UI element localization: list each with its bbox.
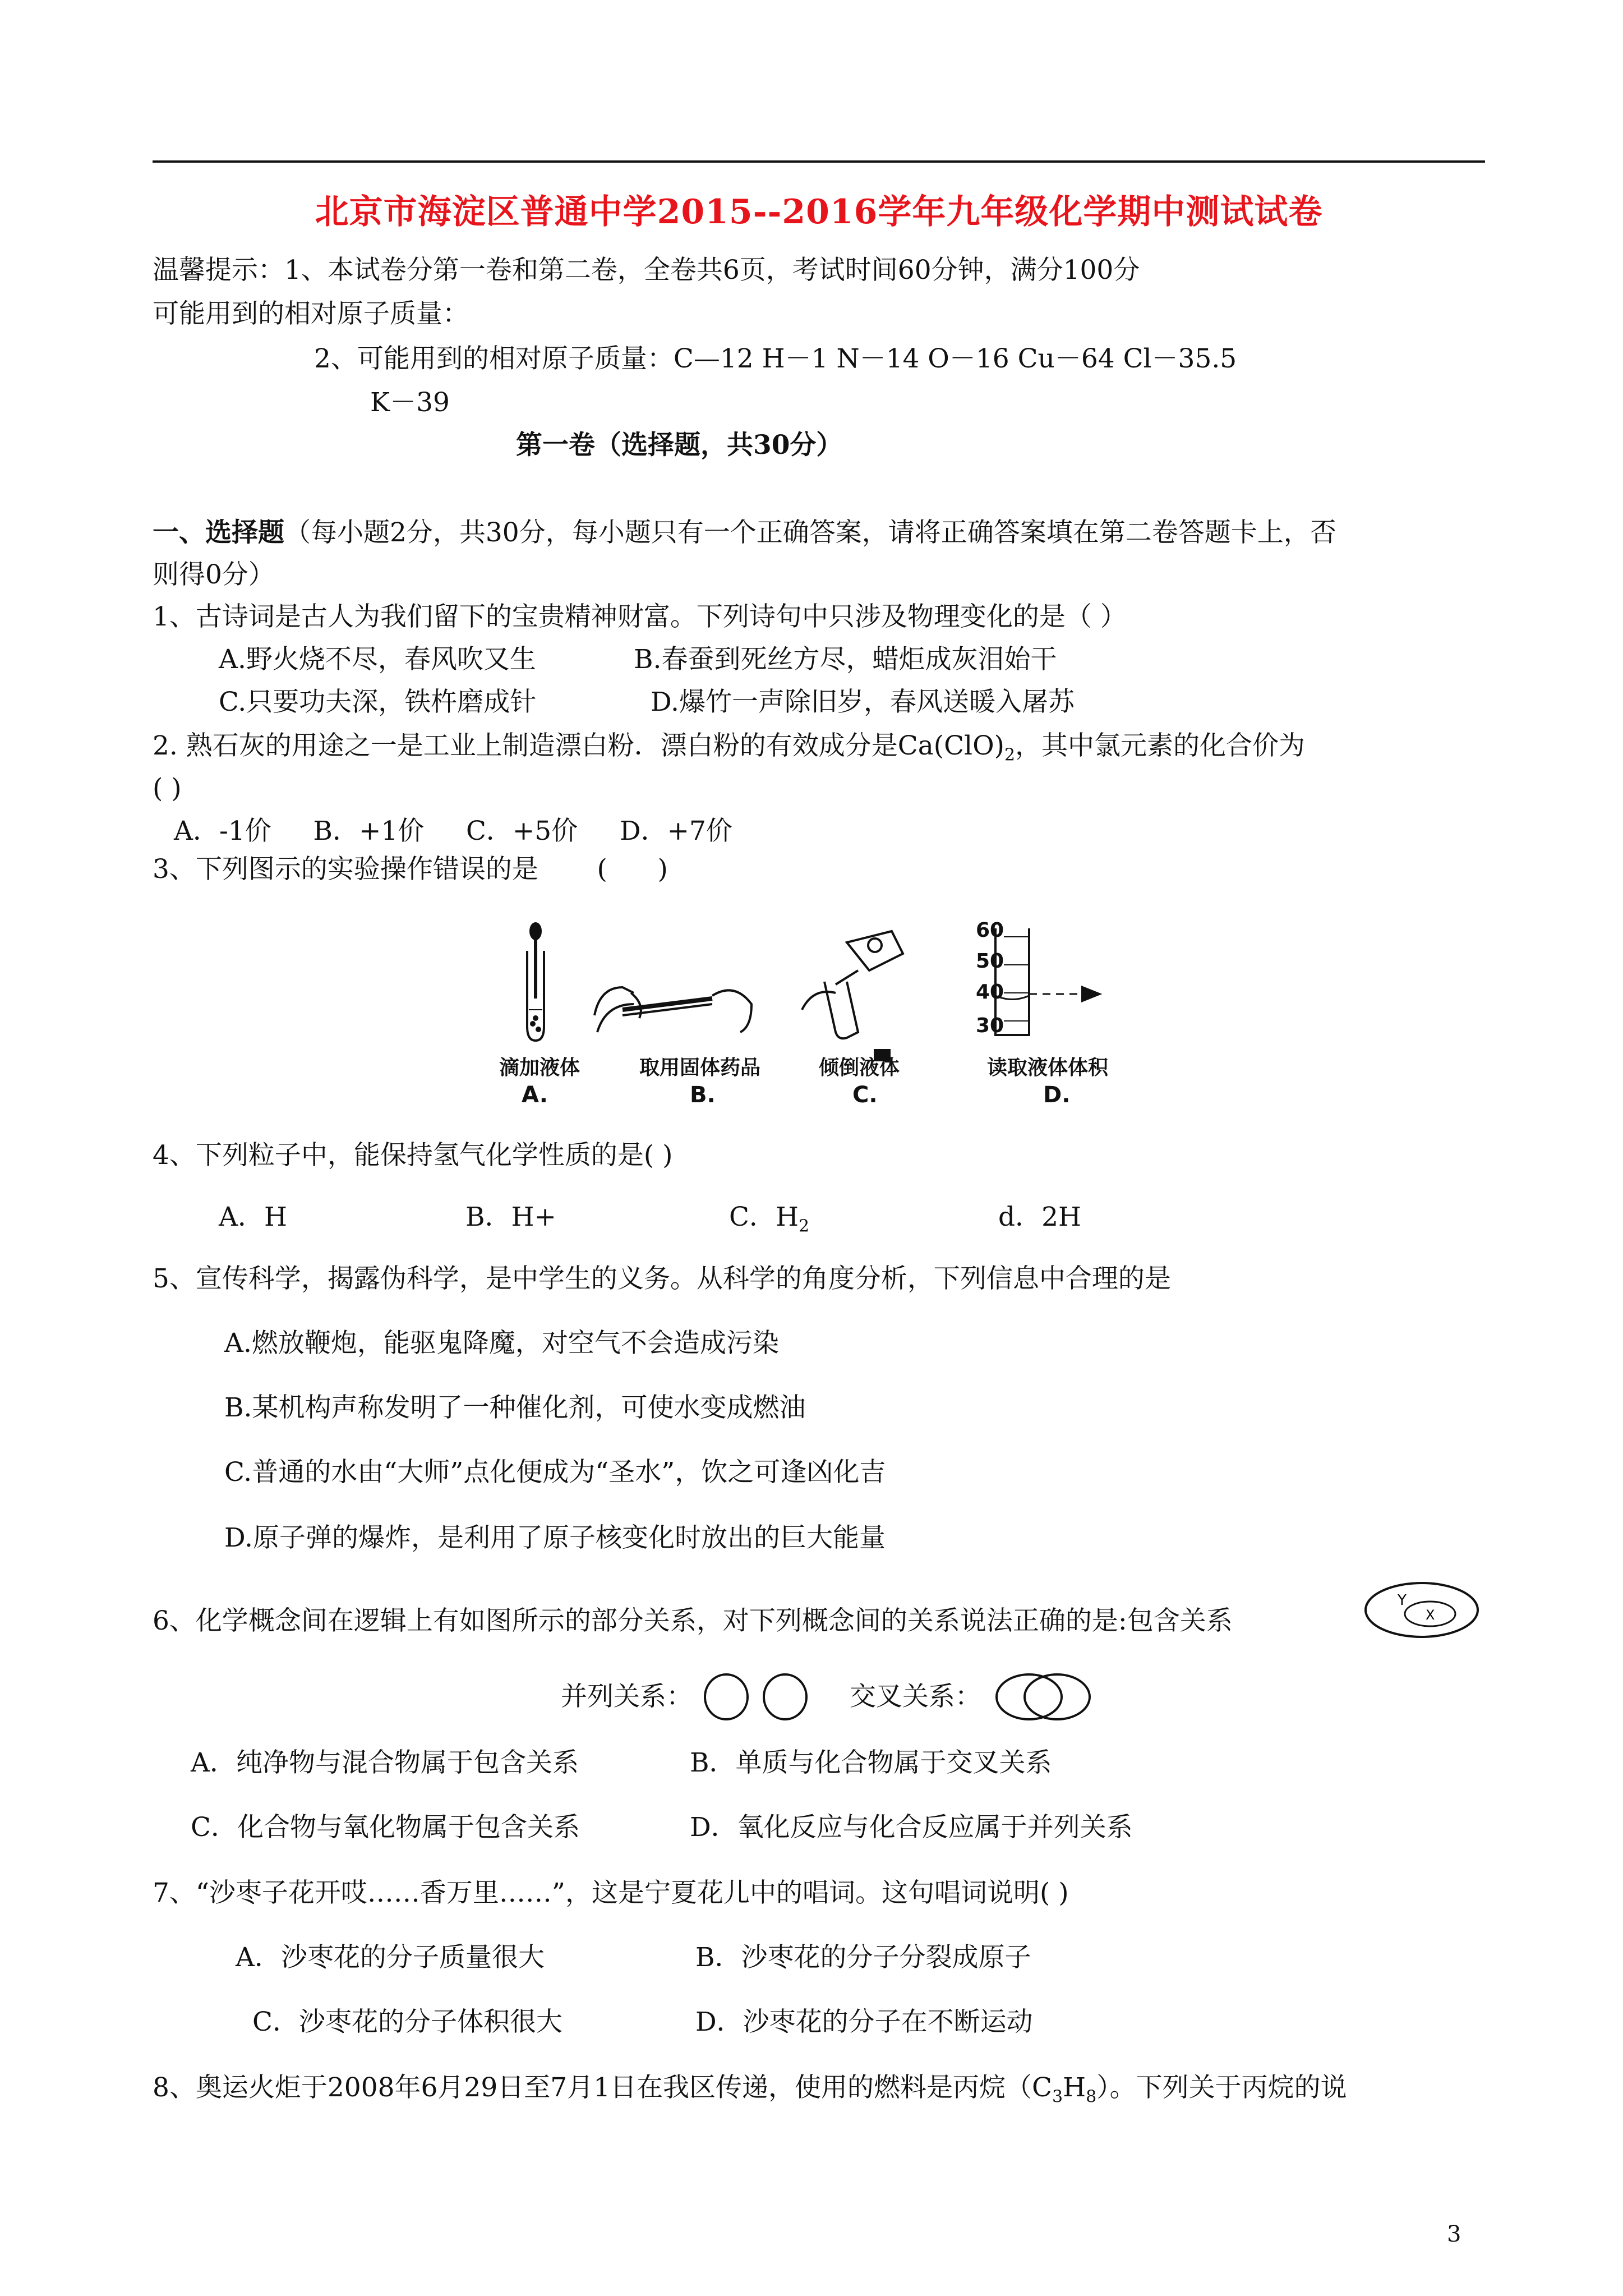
q8-stem-post: ）。下列关于丙烷的说 xyxy=(1096,2072,1347,2103)
section-heading: 第一卷（选择题，共30分） xyxy=(516,430,843,461)
q2-stem-pre: 2. 熟石灰的用途之一是工业上制造漂白粉．漂白粉的有效成分是Ca(ClO) xyxy=(153,730,1004,761)
q1-option-b: B.春蚕到死丝方尽，蜡炬成灰泪始干 xyxy=(634,644,1057,675)
figure-c-pour-liquid xyxy=(802,931,903,1060)
q6-option-a: A．纯净物与混合物属于包含关系 xyxy=(191,1747,579,1778)
q7-option-a: A．沙枣花的分子质量很大 xyxy=(236,1942,545,1973)
q2-stem xyxy=(153,729,1305,772)
q1-option-a: A.野火烧不尽，春风吹又生 xyxy=(219,644,536,675)
q6-stem: 6、化学概念间在逻辑上有如图所示的部分关系，对下列概念间的关系说法正确的是:包含关系 xyxy=(153,1605,1233,1636)
cross-label: 交叉关系： xyxy=(849,1681,981,1712)
q2-stem-sub: 2 xyxy=(1004,745,1016,765)
letter-c: C. xyxy=(852,1082,878,1108)
q4-option-c xyxy=(729,1200,809,1243)
q4-option-a: A．H xyxy=(219,1202,287,1232)
section-instructions-line2: 则得0分） xyxy=(153,559,275,590)
diagram-letter-y: Y xyxy=(1398,1592,1407,1609)
letter-a: A. xyxy=(522,1082,548,1108)
q8-sub-1: 3 xyxy=(1052,2087,1063,2107)
caption-c: 倾倒液体 xyxy=(819,1056,900,1079)
q2-stem-post: ，其中氯元素的化合价为 xyxy=(1015,730,1306,761)
q5-option-a: A.燃放鞭炮，能驱鬼降魔，对空气不会造成污染 xyxy=(224,1328,779,1359)
q4-option-b: B．H+ xyxy=(465,1202,556,1232)
q3-stem: 3、下列图示的实验操作错误的是 ( ) xyxy=(153,854,668,885)
caption-a: 滴加液体 xyxy=(499,1056,580,1079)
intro-masses-2: K－39 xyxy=(370,387,450,418)
q5-option-c: C.普通的水由“大师”点化便成为“圣水”，饮之可逢凶化吉 xyxy=(224,1457,886,1488)
figure-d-cylinder xyxy=(995,928,1099,1035)
q8-sub-2: 8 xyxy=(1086,2087,1097,2107)
instructions-text: （每小题2分，共30分，每小题只有一个正确答案，请将正确答案填在第二卷答题卡上，否 xyxy=(284,517,1336,548)
letter-b: B. xyxy=(690,1082,716,1108)
exam-title: 北京市海淀区普通中学2015--2016学年九年级化学期中测试试卷 xyxy=(315,192,1323,232)
q2-options: A．-1价 B．+1价 C．+5价 D．+7价 xyxy=(174,816,732,846)
q8-mid: H xyxy=(1063,2072,1086,2103)
diagram-letter-x: X xyxy=(1426,1607,1435,1623)
section-instructions-line1 xyxy=(153,516,1336,550)
caption-d: 读取液体体积 xyxy=(987,1056,1109,1079)
q7-option-d: D．沙枣花的分子在不断运动 xyxy=(695,2007,1033,2037)
q5-option-d: D.原子弹的爆炸，是利用了原子核变化时放出的巨大能量 xyxy=(224,1522,886,1553)
q7-option-c: C．沙枣花的分子体积很大 xyxy=(252,2007,562,2037)
q1-stem: 1、古诗词是古人为我们留下的宝贵精神财富。下列诗句中只涉及物理变化的是（ ） xyxy=(153,601,1127,632)
lab-operations-figure xyxy=(488,920,1150,1111)
part-label: 一、选择题 xyxy=(153,517,284,548)
q4-option-c-sub: 2 xyxy=(798,1216,810,1236)
q1-option-c: C.只要功夫深，铁杵磨成针 xyxy=(219,687,537,717)
q5-stem: 5、宣传科学，揭露伪科学，是中学生的义务。从科学的角度分析，下列信息中合理的是 xyxy=(153,1263,1171,1294)
q6-relations-row xyxy=(561,1672,1096,1722)
q4-option-d: d．2H xyxy=(998,1202,1081,1232)
caption-b: 取用固体药品 xyxy=(639,1056,761,1079)
q2-paren: ( ) xyxy=(153,773,182,804)
scale-50: 50 xyxy=(976,950,1004,973)
q4-stem: 4、下列粒子中，能保持氢气化学性质的是( ) xyxy=(153,1140,673,1171)
intro-mass-label: 可能用到的相对原子质量： xyxy=(153,298,469,329)
q4-option-c-text: C．H xyxy=(729,1202,799,1232)
q1-option-d: D.爆竹一声除旧岁，春风送暖入屠苏 xyxy=(651,687,1075,717)
cross-diagram xyxy=(990,1672,1096,1722)
q6-option-d: D．氧化反应与化合反应属于并列关系 xyxy=(690,1812,1133,1843)
q8-stem-pre: 8、奥运火炬于2008年6月29日至7月1日在我区传递，使用的燃料是丙烷（C xyxy=(153,2072,1052,2103)
inclusion-diagram xyxy=(1363,1579,1481,1641)
parallel-diagram xyxy=(701,1672,813,1722)
page-number: 3 xyxy=(1447,2221,1461,2247)
scale-40: 40 xyxy=(976,981,1004,1004)
q8-stem xyxy=(153,2071,1347,2114)
header-rule xyxy=(153,160,1485,163)
figure-a-dropper xyxy=(527,923,544,1041)
letter-d: D. xyxy=(1043,1082,1071,1108)
intro-tip: 温馨提示：1、本试卷分第一卷和第二卷，全卷共6页，考试时间60分钟，满分100分 xyxy=(153,255,1140,286)
q6-option-c: C．化合物与氧化物属于包含关系 xyxy=(191,1812,580,1843)
scale-30: 30 xyxy=(976,1014,1004,1037)
q7-stem: 7、“沙枣子花开哎……香万里……”，这是宁夏花儿中的唱词。这句唱词说明( ) xyxy=(153,1878,1069,1908)
scale-60: 60 xyxy=(976,920,1004,942)
figure-b-solid-reagent xyxy=(594,987,751,1032)
intro-masses: 2、可能用到的相对原子质量：C—12 H－1 N－14 O－16 Cu－64 Cl－35.5 xyxy=(314,343,1237,374)
q5-option-b: B.某机构声称发明了一种催化剂，可使水变成燃油 xyxy=(224,1392,806,1423)
q7-option-b: B．沙枣花的分子分裂成原子 xyxy=(695,1942,1031,1973)
parallel-label: 并列关系： xyxy=(561,1681,693,1712)
q6-option-b: B．单质与化合物属于交叉关系 xyxy=(690,1747,1052,1778)
